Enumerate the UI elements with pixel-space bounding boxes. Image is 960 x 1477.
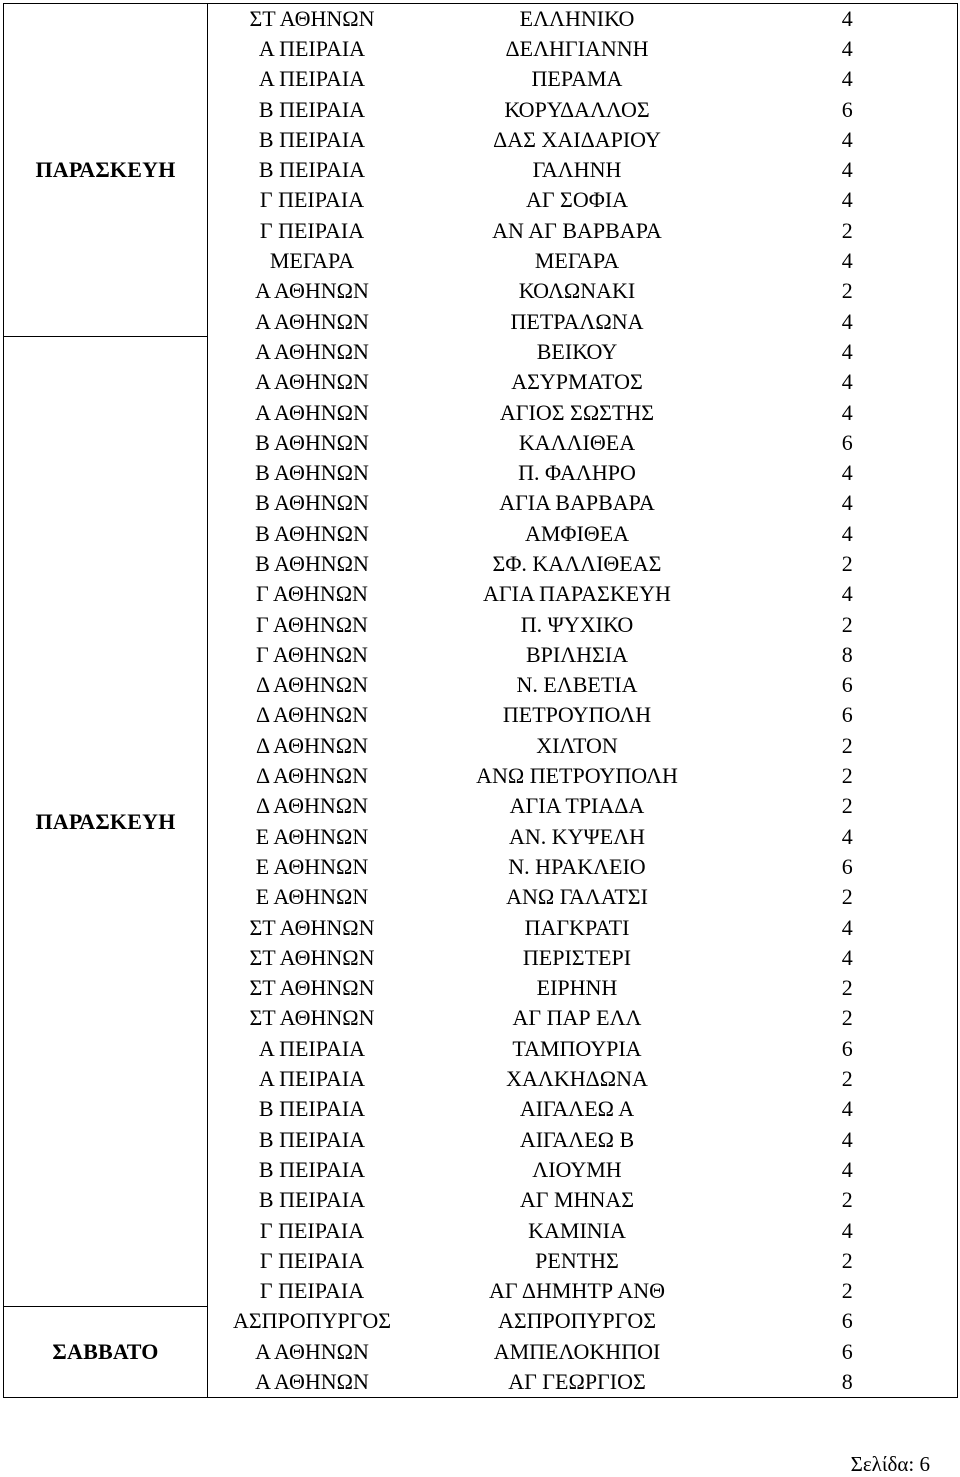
area-cell: ΔΑΣ ΧΑΙΔΑΡΙΟΥ	[493, 126, 661, 152]
day-cell: ΣΑΒΒΑΤΟ	[4, 1306, 208, 1397]
count-cell: 4	[738, 155, 957, 185]
service-cell: Δ ΑΘΗΝΩΝ	[208, 761, 417, 791]
count-cell: 4	[738, 397, 957, 427]
service-cell: Α ΑΘΗΝΩΝ	[208, 276, 417, 306]
count-cell: 2	[738, 1246, 957, 1276]
area-cell: ΑΓ ΠΑΡ ΕΛΛ	[512, 1005, 642, 1031]
count-cell: 4	[738, 1124, 957, 1154]
count-cell: 4	[738, 64, 957, 94]
service-cell: Α ΠΕΙΡΑΙΑ	[208, 1064, 417, 1094]
count-cell: 2	[738, 1003, 957, 1033]
area-cell: ΕΛΛΗΝΙΚΟ	[416, 4, 738, 34]
area-cell: ΧΑΛΚΗΔΩΝΑ	[506, 1066, 648, 1092]
count-cell: 4	[738, 125, 957, 155]
service-cell: Α ΑΘΗΝΩΝ	[208, 306, 417, 336]
count-cell: 6	[738, 670, 957, 700]
area-cell: ΑΓΙΟΣ ΣΩΣΤΗΣ	[499, 399, 655, 425]
area-cell: ΡΕΝΤΗΣ	[535, 1247, 619, 1273]
day-cell: ΠΑΡΑΣΚΕΥΗ	[4, 337, 208, 1307]
count-cell: 4	[738, 912, 957, 942]
area-cell: ΑΣΠΡΟΠΥΡΓΟΣ	[497, 1308, 657, 1334]
service-cell: Γ ΠΕΙΡΑΙΑ	[208, 1246, 417, 1276]
day-cell: ΠΑΡΑΣΚΕΥΗ	[4, 4, 208, 337]
service-cell: Γ ΠΕΙΡΑΙΑ	[208, 1276, 417, 1306]
area-cell: ΑΓ ΜΗΝΑΣ	[519, 1187, 635, 1213]
area-cell: ΚΑΛΛΙΘΕΑ	[518, 429, 636, 455]
count-cell: 4	[738, 337, 957, 367]
service-cell: Α ΑΘΗΝΩΝ	[208, 1337, 417, 1367]
area-cell: ΑΙΓΑΛΕΩ Β	[519, 1126, 635, 1152]
count-cell: 2	[738, 216, 957, 246]
service-cell: Γ ΠΕΙΡΑΙΑ	[208, 1215, 417, 1245]
count-cell: 6	[738, 700, 957, 730]
service-cell: Β ΑΘΗΝΩΝ	[208, 428, 417, 458]
count-cell: 4	[738, 1215, 957, 1245]
service-cell: Δ ΑΘΗΝΩΝ	[208, 791, 417, 821]
area-cell: ΑΓ ΣΟΦΙΑ	[525, 187, 629, 213]
service-cell: Α ΑΘΗΝΩΝ	[208, 397, 417, 427]
area-cell: Ν. ΗΡΑΚΛΕΙΟ	[508, 853, 646, 879]
area-cell: Π. ΨΥΧΙΚΟ	[520, 611, 634, 637]
count-cell: 2	[738, 761, 957, 791]
area-cell: ΕΙΡΗΝΗ	[536, 975, 618, 1001]
count-cell: 6	[738, 428, 957, 458]
area-cell: ΛΙΟΥΜΗ	[532, 1156, 622, 1182]
area-cell: ΔΕΛΗΓΙΑΝΝΗ	[505, 35, 649, 61]
count-cell: 4	[738, 306, 957, 336]
service-cell: Α ΠΕΙΡΑΙΑ	[208, 1034, 417, 1064]
area-cell: ΑΝΩ ΓΑΛΑΤΣΙ	[506, 884, 648, 910]
count-cell: 6	[738, 1337, 957, 1367]
service-cell: Γ ΑΘΗΝΩΝ	[208, 579, 417, 609]
service-cell: Δ ΑΘΗΝΩΝ	[208, 700, 417, 730]
service-cell: Γ ΑΘΗΝΩΝ	[208, 640, 417, 670]
count-cell: 2	[738, 1185, 957, 1215]
service-cell: ΣΤ ΑΘΗΝΩΝ	[208, 943, 417, 973]
area-cell: ΣΦ. ΚΑΛΛΙΘΕΑΣ	[492, 550, 662, 576]
count-cell: 2	[738, 731, 957, 761]
area-cell: ΑΓΙΑ ΤΡΙΑΔΑ	[509, 793, 645, 819]
area-cell: ΑΝΩ ΠΕΤΡΟΥΠΟΛΗ	[476, 763, 678, 789]
area-cell: ΑΓΙΑ ΠΑΡΑΣΚΕΥΗ	[483, 581, 671, 607]
count-cell: 4	[738, 943, 957, 973]
area-cell: ΠΕΡΑΜΑ	[531, 66, 623, 92]
count-cell: 4	[738, 1094, 957, 1124]
area-cell: ΑΓΙΑ ΒΑΡΒΑΡΑ	[499, 490, 655, 516]
table-row	[4, 1306, 958, 1336]
area-cell: ΑΣΥΡΜΑΤΟΣ	[511, 369, 643, 395]
area-cell: Π. ΦΑΛΗΡΟ	[518, 460, 636, 486]
count-cell: 4	[738, 822, 957, 852]
schedule-body	[4, 4, 958, 1398]
service-cell: Γ ΑΘΗΝΩΝ	[208, 609, 417, 639]
service-cell: ΣΤ ΑΘΗΝΩΝ	[208, 4, 417, 34]
count-cell: 4	[738, 4, 957, 34]
service-cell: Β ΠΕΙΡΑΙΑ	[208, 125, 417, 155]
area-cell: ΧΙΛΤΟΝ	[536, 732, 618, 758]
service-cell: ΣΤ ΑΘΗΝΩΝ	[208, 973, 417, 1003]
service-cell: Α ΠΕΙΡΑΙΑ	[208, 34, 417, 64]
area-cell: ΠΕΡΙΣΤΕΡΙ	[522, 944, 632, 970]
service-cell: Γ ΠΕΙΡΑΙΑ	[208, 216, 417, 246]
count-cell: 2	[738, 791, 957, 821]
table-row	[4, 4, 958, 34]
area-cell: Ν. ΕΛΒΕΤΙΑ	[516, 672, 638, 698]
area-cell: ΒΕΙΚΟΥ	[536, 338, 618, 364]
count-cell: 2	[738, 973, 957, 1003]
count-cell: 2	[738, 549, 957, 579]
service-cell: Α ΠΕΙΡΑΙΑ	[208, 64, 417, 94]
count-cell: 8	[738, 640, 957, 670]
service-cell: Β ΑΘΗΝΩΝ	[208, 488, 417, 518]
count-cell: 4	[738, 1155, 957, 1185]
count-cell: 2	[738, 609, 957, 639]
service-cell: ΣΤ ΑΘΗΝΩΝ	[208, 912, 417, 942]
service-cell: Ε ΑΘΗΝΩΝ	[208, 882, 417, 912]
count-cell: 4	[738, 458, 957, 488]
count-cell: 2	[738, 882, 957, 912]
service-cell: Β ΠΕΙΡΑΙΑ	[208, 1155, 417, 1185]
service-cell: Β ΠΕΙΡΑΙΑ	[208, 94, 417, 124]
count-cell: 4	[738, 367, 957, 397]
area-cell: ΤΑΜΠΟΥΡΙΑ	[512, 1035, 642, 1061]
area-cell: ΚΟΛΩΝΑΚΙ	[518, 278, 636, 304]
table-row	[4, 337, 958, 367]
area-cell: ΚΑΜΙΝΙΑ	[528, 1217, 626, 1243]
area-cell: ΑΓ ΔΗΜΗΤΡ ΑΝΘ	[489, 1278, 665, 1304]
count-cell: 4	[738, 488, 957, 518]
service-cell: Ε ΑΘΗΝΩΝ	[208, 852, 417, 882]
service-cell: Β ΑΘΗΝΩΝ	[208, 519, 417, 549]
service-cell: ΣΤ ΑΘΗΝΩΝ	[208, 1003, 417, 1033]
service-cell: Α ΑΘΗΝΩΝ	[208, 367, 417, 397]
service-cell: Δ ΑΘΗΝΩΝ	[208, 731, 417, 761]
count-cell: 6	[738, 94, 957, 124]
count-cell: 6	[738, 1306, 957, 1336]
area-cell: ΠΕΤΡΑΛΩΝΑ	[510, 308, 644, 334]
count-cell: 6	[738, 852, 957, 882]
service-cell: Β ΑΘΗΝΩΝ	[208, 458, 417, 488]
count-cell: 4	[738, 185, 957, 215]
area-cell: ΑΜΦΙΘΕΑ	[524, 520, 630, 546]
page-number: Σελίδα: 6	[850, 1452, 930, 1476]
service-cell: ΑΣΠΡΟΠΥΡΓΟΣ	[208, 1306, 417, 1336]
count-cell: 4	[738, 519, 957, 549]
count-cell: 4	[738, 34, 957, 64]
area-cell: ΓΑΛΗΝΗ	[532, 157, 622, 183]
area-cell: ΠΕΤΡΟΥΠΟΛΗ	[502, 702, 652, 728]
count-cell: 6	[738, 1034, 957, 1064]
area-cell: ΑΓ ΓΕΩΡΓΙΟΣ	[416, 1367, 738, 1397]
area-cell: ΒΡΙΛΗΣΙΑ	[525, 641, 629, 667]
count-cell: 4	[738, 246, 957, 276]
service-cell: Β ΠΕΙΡΑΙΑ	[208, 1185, 417, 1215]
count-cell: 2	[738, 276, 957, 306]
service-cell: Α ΑΘΗΝΩΝ	[208, 1367, 417, 1397]
count-cell: 4	[738, 579, 957, 609]
service-cell: Ε ΑΘΗΝΩΝ	[208, 822, 417, 852]
service-cell: Β ΠΕΙΡΑΙΑ	[208, 1094, 417, 1124]
count-cell: 2	[738, 1276, 957, 1306]
count-cell: 2	[738, 1064, 957, 1094]
area-cell: ΜΕΓΑΡΑ	[534, 248, 620, 274]
service-cell: Γ ΠΕΙΡΑΙΑ	[208, 185, 417, 215]
service-cell: ΜΕΓΑΡΑ	[208, 246, 417, 276]
area-cell: ΠΑΓΚΡΑΤΙ	[524, 914, 630, 940]
area-cell: ΑΙΓΑΛΕΩ Α	[519, 1096, 635, 1122]
service-cell: Β ΑΘΗΝΩΝ	[208, 549, 417, 579]
area-cell: ΑΜΠΕΛΟΚΗΠΟΙ	[493, 1338, 661, 1364]
count-cell: 8	[738, 1367, 957, 1397]
area-cell: ΚΟΡΥΔΑΛΛΟΣ	[504, 96, 650, 122]
service-cell: Δ ΑΘΗΝΩΝ	[208, 670, 417, 700]
service-cell: Β ΠΕΙΡΑΙΑ	[208, 1124, 417, 1154]
area-cell: ΑΝ ΑΓ ΒΑΡΒΑΡΑ	[492, 217, 662, 243]
area-cell: ΑΝ. ΚΥΨΕΛΗ	[508, 823, 646, 849]
schedule-table	[3, 3, 958, 1398]
service-cell: Β ΠΕΙΡΑΙΑ	[208, 155, 417, 185]
service-cell: Α ΑΘΗΝΩΝ	[208, 337, 417, 367]
